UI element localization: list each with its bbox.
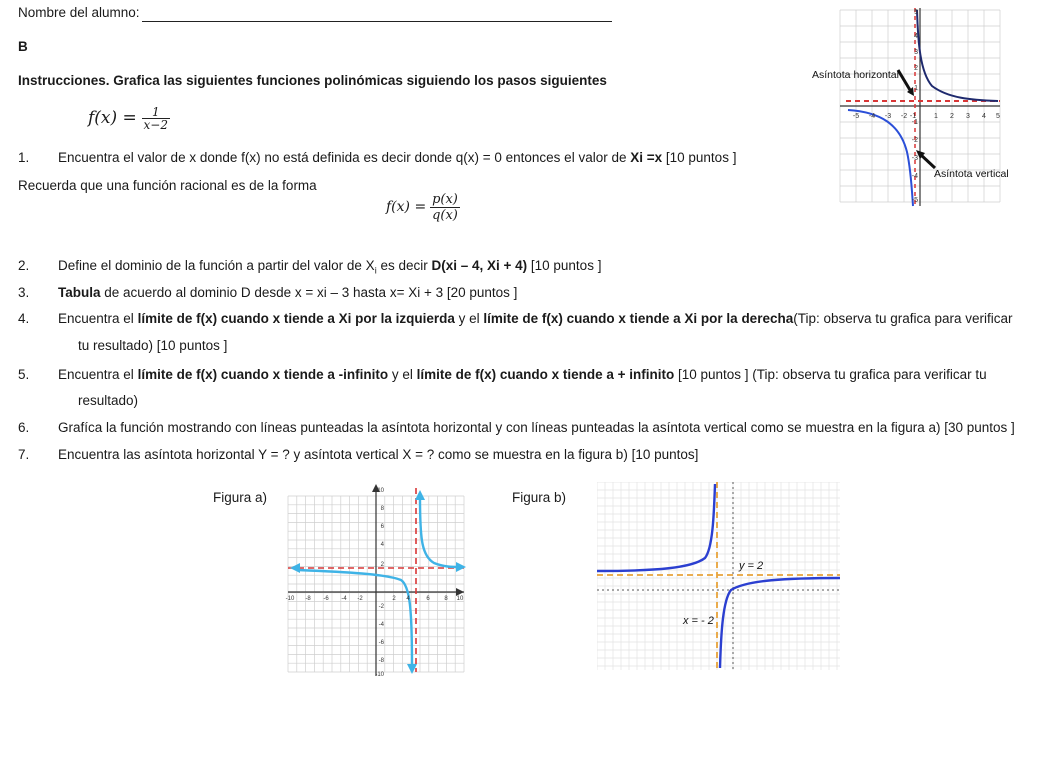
x-tick-label: 6 (426, 596, 430, 602)
student-name-label: Nombre del alumno: (18, 5, 140, 20)
step-text-bold: límite de f(x) cuando x tiende a Xi por la izquierda (137, 311, 455, 326)
main-formula (88, 106, 170, 131)
step-number: 7. (18, 447, 30, 462)
step-number: 4. (18, 311, 30, 326)
x-tick-label: -10 (285, 596, 295, 602)
curve-right-branch (917, 10, 998, 101)
curve-arrow-right-icon (456, 562, 466, 572)
y-tick-label: 8 (380, 506, 384, 512)
curve-left-branch (298, 570, 412, 666)
x-tick-label: 10 (456, 596, 464, 602)
y-tick-label: 10 (377, 488, 384, 494)
figure-b-graph (597, 482, 840, 670)
x-tick-label: -6 (323, 596, 329, 602)
x-tick-label: -2 (900, 113, 908, 120)
general-formula-numerator: p(x) (432, 192, 458, 207)
y-tick-label: -4 (378, 622, 384, 628)
step-text-bold: límite de f(x) cuando x tiende a Xi por la derecha (483, 311, 794, 326)
x-tick-label: 8 (444, 596, 448, 602)
y-tick-label: -2 (378, 604, 384, 610)
formula-numerator: 1 (142, 106, 170, 119)
x-tick-label: 3 (966, 113, 970, 120)
y-tick-label: 2 (380, 562, 384, 568)
step-text: y el (454, 311, 484, 326)
y-tick-label: 5 (914, 9, 918, 16)
step-text: Grafíca la función mostrando con líneas punteadas la asíntota horizontal y con líneas punteadas la asíntota vertical como se muestra en la figura a) [30 puntos ] (58, 420, 1015, 435)
step-6 (18, 419, 1015, 437)
curve-right-branch (720, 578, 840, 668)
x-tick-label: 5 (996, 113, 1000, 120)
figure-a-label: Figura a) (213, 490, 268, 505)
step-5-continued (78, 392, 138, 410)
x-tick-label: -3 (884, 113, 892, 120)
figure-a-graph (276, 480, 476, 680)
grid (597, 482, 840, 670)
curve-arrow-left-icon (290, 563, 300, 573)
step-text: resultado) (78, 393, 139, 408)
step-text: tu resultado) [10 puntos ] (78, 338, 228, 353)
student-name-line (18, 4, 612, 22)
step-number: 3. (18, 285, 30, 300)
step-text: Encuentra las asíntota horizontal Y = ? y asíntota vertical X = ? como se muestra en la figura b) [10 puntos] (58, 447, 699, 462)
general-formula-denominator: q(x) (432, 208, 458, 223)
x-tick-label: -1 (909, 113, 917, 120)
step-number: 1. (18, 150, 30, 165)
curve-left-branch (597, 484, 715, 571)
step-text-bold: D(xi – 4, Xi + 4) (431, 258, 528, 273)
y-tick-label: 1 (914, 85, 918, 92)
curve-right-branch (420, 498, 460, 567)
x-tick-label: -4 (341, 596, 347, 602)
x-tick-label: 2 (392, 596, 396, 602)
step-points: [10 puntos ] (527, 258, 602, 273)
step-2 (18, 257, 601, 280)
step-text: de acuerdo al dominio D desde x = xi – 3 hasta x= Xi + 3 [20 puntos ] (100, 285, 518, 300)
step-number: 2. (18, 258, 30, 273)
step-text: (Tip: observa tu grafica para verificar (793, 311, 1013, 326)
x-tick-label: -4 (868, 113, 876, 120)
step-5 (18, 366, 987, 384)
y-tick-label: -8 (378, 658, 384, 664)
y-tick-label: -5 (911, 197, 918, 204)
figure-b-label: Figura b) (512, 490, 567, 505)
y-tick-label: -6 (378, 640, 384, 646)
step-points: [10 puntos ] (662, 150, 737, 165)
step-text-bold: Xi =x (630, 150, 663, 165)
step-text: [10 puntos ] (Tip: observa tu grafica para verificar tu (674, 367, 987, 382)
step-text: Define el dominio de la función a partir del valor de X (58, 258, 375, 273)
y-tick-labels (375, 488, 384, 678)
y-tick-label: -2 (911, 137, 918, 144)
general-formula (386, 192, 460, 223)
instructions: Instrucciones. Grafica las siguientes funciones polinómicas siguiendo los pasos siguientes (18, 73, 607, 88)
label-vertical-asymptote: Asíntota vertical (934, 168, 1009, 180)
step-text: Encuentra el (58, 311, 138, 326)
x-tick-label: -8 (305, 596, 311, 602)
step-3 (18, 284, 517, 302)
y-tick-label: 4 (380, 542, 384, 548)
step-text-bold: límite de f(x) cuando x tiende a -infinito (137, 367, 389, 382)
step-7 (18, 446, 698, 464)
step-number: 5. (18, 367, 30, 382)
y-tick-label: 4 (914, 33, 918, 40)
y-tick-label: -4 (911, 173, 918, 180)
x-tick-label: 4 (406, 596, 410, 602)
step-text: es decir (376, 258, 432, 273)
y-tick-label: 2 (914, 65, 918, 72)
general-formula-lhs: f(x) = (386, 199, 427, 216)
x-axis-arrow-icon (456, 588, 464, 596)
example-asymptote-graph (810, 2, 1025, 212)
rational-note (18, 177, 317, 195)
x-tick-labels (286, 596, 464, 602)
note-text: Recuerda que una función racional es de la forma (18, 178, 317, 193)
y-tick-label: 6 (380, 524, 384, 530)
formula-lhs: f(x) = (88, 107, 137, 128)
y-tick-label: -1 (911, 119, 918, 126)
y-tick-label: -3 (911, 155, 918, 162)
step-text: Encuentra el (58, 367, 138, 382)
step-number: 6. (18, 420, 30, 435)
x-tick-label: 2 (950, 113, 954, 120)
step-subscript: i (374, 265, 377, 276)
step-text-bold: límite de f(x) cuando x tiende a + infinito (416, 367, 675, 382)
y-tick-label: -10 (375, 672, 384, 678)
x-tick-labels (853, 113, 1000, 120)
curve-left-branch (848, 110, 913, 206)
step-4-continued (78, 337, 227, 355)
section-letter: B (18, 39, 28, 54)
h-asymptote-label: y = 2 (739, 560, 764, 572)
step-text-bold: Tabula (58, 285, 101, 300)
step-4 (18, 310, 1013, 328)
x-tick-label: -2 (357, 596, 363, 602)
x-tick-label: 1 (934, 113, 938, 120)
label-horizontal-asymptote: Asíntota horizontal (812, 69, 899, 81)
step-1 (18, 149, 736, 167)
student-name-field[interactable] (142, 8, 612, 22)
x-tick-label: 4 (982, 113, 986, 120)
step-text: Encuentra el valor de x donde f(x) no está definida es decir donde q(x) = 0 entonces el valor de (58, 150, 631, 165)
step-text: y el (388, 367, 417, 382)
v-asymptote-label: x = - 2 (683, 615, 714, 627)
y-tick-label: 3 (914, 49, 918, 56)
x-tick-label: -5 (852, 113, 860, 120)
formula-denominator: x−2 (143, 118, 168, 132)
